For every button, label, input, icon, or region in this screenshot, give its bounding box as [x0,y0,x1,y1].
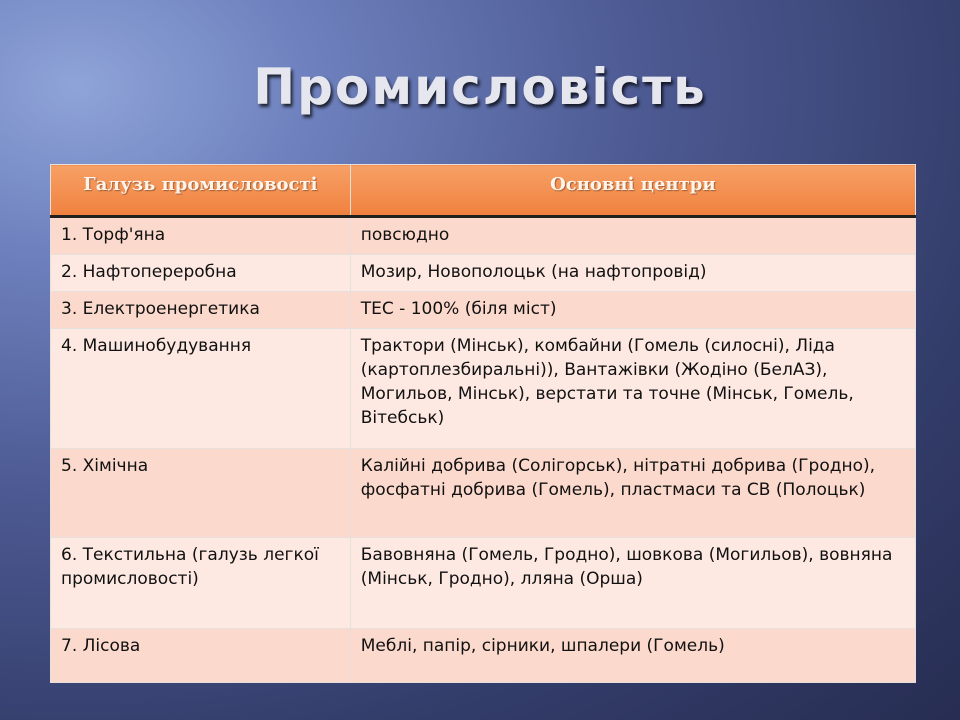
industry-cell: 4. Машинобудування [51,329,351,449]
centers-cell: Калійні добрива (Солігорськ), нітратні добрива (Гродно), фосфатні добрива (Гомель), пластмаси та СВ (Полоцьк) [350,449,915,538]
table-row [51,538,916,629]
industry-cell: 5. Хімічна [51,449,351,538]
header-centers: Основні центри [350,165,915,217]
header-industry: Галузь промисловості [51,165,351,217]
table-header-row [51,165,916,217]
centers-cell: Трактори (Мінськ), комбайни (Гомель (силосні), Ліда (картоплезбиральні)), Вантажівки (Жодіно (БелАЗ), Могильов, Мінськ), верстати та точне (Мінськ, Гомель, Вітебськ) [350,329,915,449]
industry-cell: 7. Лісова [51,629,351,683]
centers-cell: Мозир, Новополоцьк (на нафтопровід) [350,255,915,292]
slide-title: Промисловість [253,58,707,116]
centers-cell: ТЕС - 100% (біля міст) [350,292,915,329]
industry-cell: 1. Торф'яна [51,217,351,255]
industry-cell: 6. Текстильна (галузь легкої промисловості) [51,538,351,629]
centers-cell: Меблі, папір, сірники, шпалери (Гомель) [350,629,915,683]
table-row [51,292,916,329]
table-row [51,255,916,292]
centers-cell: повсюдно [350,217,915,255]
table-row [51,449,916,538]
table-row [51,629,916,683]
industry-cell: 2. Нафтопереробна [51,255,351,292]
table-row [51,329,916,449]
industry-cell: 3. Електроенергетика [51,292,351,329]
centers-cell: Бавовняна (Гомель, Гродно), шовкова (Могильов), вовняна (Мінськ, Гродно), лляна (Орша) [350,538,915,629]
industry-table [50,164,916,683]
table-row [51,217,916,255]
